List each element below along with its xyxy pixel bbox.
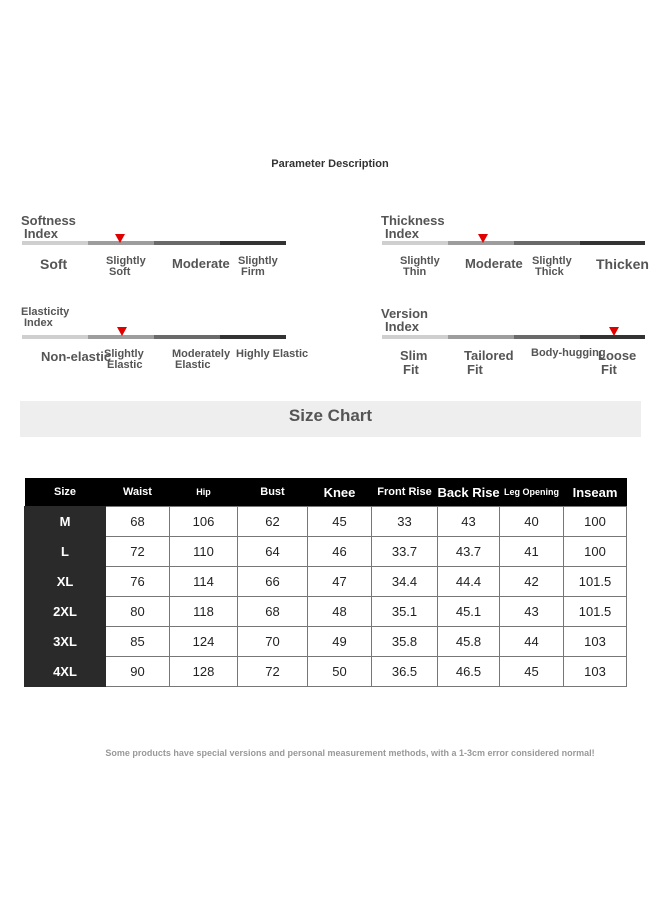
column-header-waist: Waist <box>106 478 170 507</box>
measurement-cell: 45 <box>308 507 372 537</box>
version-scale-bar <box>382 335 645 339</box>
version-level-body-hugging: Body-hugging <box>531 347 606 359</box>
measurement-cell: 45 <box>500 657 564 687</box>
elasticity-scale-bar <box>22 335 286 339</box>
measurement-cell: 110 <box>170 537 238 567</box>
measurement-cell: 35.1 <box>372 597 438 627</box>
size-cell: L <box>25 537 106 567</box>
measurement-cell: 43 <box>500 597 564 627</box>
measurement-cell: 46 <box>308 537 372 567</box>
size-cell: 4XL <box>25 657 106 687</box>
measurement-cell: 64 <box>238 537 308 567</box>
measurement-cell: 42 <box>500 567 564 597</box>
thickness-scale-bar <box>382 241 645 245</box>
thickness-level-slightly-thin-text: Slightly Thin <box>400 255 440 278</box>
column-header-inseam: Inseam <box>564 478 627 507</box>
measurement-cell: 44.4 <box>438 567 500 597</box>
softness-level-slightly-firm <box>238 256 278 278</box>
softness-level-soft: Soft <box>40 256 68 272</box>
thickness-label-line1: Thickness <box>381 213 445 228</box>
measurement-cell: 46.5 <box>438 657 500 687</box>
size-cell: M <box>25 507 106 537</box>
version-level-loose-fit <box>598 349 636 377</box>
measurement-cell: 45.1 <box>438 597 500 627</box>
measurement-cell: 40 <box>500 507 564 537</box>
elasticity-level-highly-elastic: Highly Elastic <box>236 348 309 360</box>
version-marker-icon <box>609 327 619 336</box>
version-index-label <box>381 307 428 333</box>
measurement-cell: 48 <box>308 597 372 627</box>
measurement-cell: 62 <box>238 507 308 537</box>
table-row <box>25 657 627 687</box>
softness-scale-bar <box>22 241 286 245</box>
measurement-cell: 118 <box>170 597 238 627</box>
elasticity-label-line2: Index <box>24 317 53 329</box>
elasticity-index-label <box>21 307 69 329</box>
column-header-front-rise: Front Rise <box>372 478 438 507</box>
measurement-cell: 100 <box>564 507 627 537</box>
measurement-cell: 33.7 <box>372 537 438 567</box>
thickness-level-moderate: Moderate <box>465 256 523 271</box>
softness-level-slightly-soft-text: Slightly Soft <box>106 255 146 278</box>
measurement-cell: 103 <box>564 627 627 657</box>
table-row <box>25 627 627 657</box>
measurement-cell: 36.5 <box>372 657 438 687</box>
measurement-cell: 128 <box>170 657 238 687</box>
measurement-cell: 66 <box>238 567 308 597</box>
column-header-leg-opening: Leg Opening <box>500 478 564 507</box>
measurement-cell: 49 <box>308 627 372 657</box>
measurement-cell: 90 <box>106 657 170 687</box>
measurement-cell: 103 <box>564 657 627 687</box>
elasticity-label-line1: Elasticity <box>21 306 70 318</box>
measurement-cell: 45.8 <box>438 627 500 657</box>
measurement-cell: 68 <box>238 597 308 627</box>
measurement-cell: 124 <box>170 627 238 657</box>
size-chart-title: Size Chart <box>288 406 373 425</box>
column-header-hip: Hip <box>170 478 238 507</box>
measurement-cell: 35.8 <box>372 627 438 657</box>
table-row <box>25 537 627 567</box>
softness-level-moderate: Moderate <box>172 256 230 271</box>
measurement-cell: 43.7 <box>438 537 500 567</box>
column-header-size: Size <box>25 478 106 507</box>
measurement-cell: 80 <box>106 597 170 627</box>
measurement-cell: 43 <box>438 507 500 537</box>
measurement-cell: 34.4 <box>372 567 438 597</box>
measurement-cell: 47 <box>308 567 372 597</box>
thickness-level-slightly-thick-text: Slightly Thick <box>532 255 572 278</box>
elasticity-level-slightly-elastic <box>104 349 144 371</box>
column-header-back-rise: Back Rise <box>438 478 500 507</box>
table-row <box>25 507 627 537</box>
version-level-tailored-fit-text: Tailored Fit <box>464 348 514 377</box>
table-header-row <box>25 478 627 507</box>
thickness-marker-icon <box>478 234 488 243</box>
softness-label-line1: Softness <box>21 213 76 228</box>
elasticity-level-moderately-elastic-text: Moderately Elastic <box>172 348 231 371</box>
thickness-index-label <box>381 214 445 240</box>
measurement-cell: 72 <box>106 537 170 567</box>
softness-label-line2: Index <box>24 226 58 241</box>
elasticity-level-slightly-elastic-text: Slightly Elastic <box>104 348 144 371</box>
size-table <box>24 478 627 687</box>
elasticity-marker-icon <box>117 327 127 336</box>
version-level-slim-fit <box>400 349 427 377</box>
version-label-line1: Version <box>381 306 428 321</box>
measurement-cell: 68 <box>106 507 170 537</box>
measurement-cell: 76 <box>106 567 170 597</box>
version-level-slim-fit-text: Slim Fit <box>400 348 428 377</box>
measurement-cell: 33 <box>372 507 438 537</box>
version-level-loose-fit-text: Loose Fit <box>598 348 637 377</box>
table-body <box>25 507 627 687</box>
measurement-cell: 85 <box>106 627 170 657</box>
size-chart-banner <box>20 401 641 437</box>
thickness-level-thicken: Thicken <box>596 256 649 272</box>
size-cell: 3XL <box>25 627 106 657</box>
table-row <box>25 597 627 627</box>
measurement-cell: 50 <box>308 657 372 687</box>
thickness-label-line2: Index <box>385 226 419 241</box>
measurement-cell: 100 <box>564 537 627 567</box>
elasticity-level-non-elastic: Non-elastic <box>41 349 112 364</box>
thickness-level-slightly-thick <box>532 256 572 278</box>
parameter-description-title: Parameter Description <box>271 158 389 170</box>
softness-level-slightly-firm-text: Slightly Firm <box>238 255 278 278</box>
measurement-cell: 114 <box>170 567 238 597</box>
measurement-note: Some products have special versions and personal measurement methods, with a 1-3cm error considered normal! <box>105 748 595 758</box>
thickness-level-slightly-thin <box>400 256 440 278</box>
measurement-cell: 101.5 <box>564 597 627 627</box>
size-cell: 2XL <box>25 597 106 627</box>
elasticity-level-moderately-elastic <box>172 349 230 371</box>
measurement-cell: 70 <box>238 627 308 657</box>
column-header-knee: Knee <box>308 478 372 507</box>
size-cell: XL <box>25 567 106 597</box>
measurement-cell: 72 <box>238 657 308 687</box>
measurement-cell: 106 <box>170 507 238 537</box>
version-level-tailored-fit <box>464 349 514 377</box>
measurement-cell: 44 <box>500 627 564 657</box>
table-row <box>25 567 627 597</box>
softness-index-label <box>21 214 76 240</box>
softness-marker-icon <box>115 234 125 243</box>
measurement-cell: 41 <box>500 537 564 567</box>
softness-level-slightly-soft <box>106 256 146 278</box>
version-label-line2: Index <box>385 319 419 334</box>
measurement-cell: 101.5 <box>564 567 627 597</box>
column-header-bust: Bust <box>238 478 308 507</box>
